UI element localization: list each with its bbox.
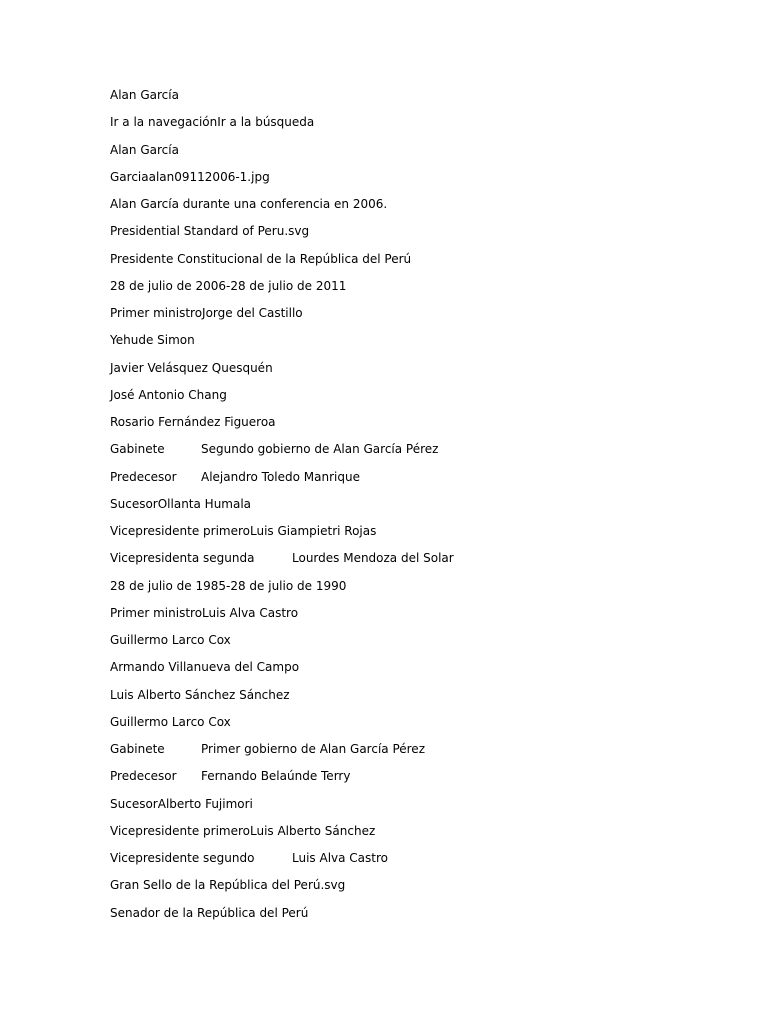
text-line bbox=[110, 87, 179, 103]
line-text-value: Luis Alva Castro bbox=[292, 851, 388, 865]
line-text: Yehude Simon bbox=[110, 333, 195, 347]
text-line bbox=[110, 414, 276, 430]
line-text: Rosario Fernández Figueroa bbox=[110, 415, 276, 429]
text-line bbox=[110, 496, 251, 512]
text-line bbox=[110, 796, 253, 812]
line-text: José Antonio Chang bbox=[110, 388, 227, 402]
line-text: Alan García bbox=[110, 143, 179, 157]
line-text: Predecesor bbox=[110, 769, 177, 783]
text-line bbox=[110, 114, 314, 130]
line-text: 28 de julio de 2006-28 de julio de 2011 bbox=[110, 279, 347, 293]
text-line bbox=[110, 850, 388, 866]
line-text: Predecesor bbox=[110, 470, 177, 484]
text-line bbox=[110, 332, 195, 348]
text-line bbox=[110, 251, 411, 267]
line-text: 28 de julio de 1985-28 de julio de 1990 bbox=[110, 579, 347, 593]
line-text: Vicepresidenta segunda bbox=[110, 551, 255, 565]
text-line bbox=[110, 578, 346, 594]
line-text-value: Lourdes Mendoza del Solar bbox=[292, 551, 454, 565]
text-line bbox=[110, 523, 376, 539]
text-line bbox=[110, 768, 350, 784]
line-text: Primer ministroLuis Alva Castro bbox=[110, 606, 299, 620]
text-line bbox=[110, 714, 231, 730]
line-text: Senador de la República del Perú bbox=[110, 906, 309, 920]
line-text: Luis Alberto Sánchez Sánchez bbox=[110, 688, 290, 702]
text-line bbox=[110, 632, 231, 648]
text-line bbox=[110, 687, 290, 703]
line-text-value: Segundo gobierno de Alan García Pérez bbox=[201, 442, 439, 456]
line-text: SucesorAlberto Fujimori bbox=[110, 797, 253, 811]
text-line bbox=[110, 905, 308, 921]
text-line bbox=[110, 360, 273, 376]
line-text: Guillermo Larco Cox bbox=[110, 715, 231, 729]
text-line bbox=[110, 877, 345, 893]
line-text: Vicepresidente segundo bbox=[110, 851, 255, 865]
text-line bbox=[110, 169, 270, 185]
text-line bbox=[110, 223, 309, 239]
line-text-value: Fernando Belaúnde Terry bbox=[201, 769, 351, 783]
line-text-value: Alejandro Toledo Manrique bbox=[201, 470, 360, 484]
line-text: Vicepresidente primeroLuis Giampietri Rojas bbox=[110, 524, 377, 538]
line-text: Javier Velásquez Quesquén bbox=[110, 361, 273, 375]
line-text: Garciaalan09112006-1.jpg bbox=[110, 170, 270, 184]
line-text: Guillermo Larco Cox bbox=[110, 633, 231, 647]
text-line bbox=[110, 659, 299, 675]
text-line bbox=[110, 605, 298, 621]
text-line bbox=[110, 278, 346, 294]
line-text: Vicepresidente primeroLuis Alberto Sánchez bbox=[110, 824, 376, 838]
text-line bbox=[110, 823, 375, 839]
line-text: SucesorOllanta Humala bbox=[110, 497, 252, 511]
text-line bbox=[110, 305, 303, 321]
line-text: Alan García durante una conferencia en 2006. bbox=[110, 197, 388, 211]
text-line bbox=[110, 469, 360, 485]
line-text: Ir a la navegaciónIr a la búsqueda bbox=[110, 115, 315, 129]
line-text: Alan García bbox=[110, 88, 179, 102]
text-line bbox=[110, 550, 454, 566]
line-text: Presidential Standard of Peru.svg bbox=[110, 224, 310, 238]
line-text: Armando Villanueva del Campo bbox=[110, 660, 300, 674]
text-line bbox=[110, 441, 438, 457]
line-text: Primer ministroJorge del Castillo bbox=[110, 306, 303, 320]
line-text: Gabinete bbox=[110, 442, 165, 456]
line-text: Presidente Constitucional de la República del Perú bbox=[110, 252, 412, 266]
line-text: Gabinete bbox=[110, 742, 165, 756]
line-text: Gran Sello de la República del Perú.svg bbox=[110, 878, 346, 892]
text-line bbox=[110, 196, 387, 212]
text-line bbox=[110, 741, 425, 757]
line-text-value: Primer gobierno de Alan García Pérez bbox=[201, 742, 425, 756]
text-line bbox=[110, 387, 227, 403]
text-line bbox=[110, 142, 179, 158]
